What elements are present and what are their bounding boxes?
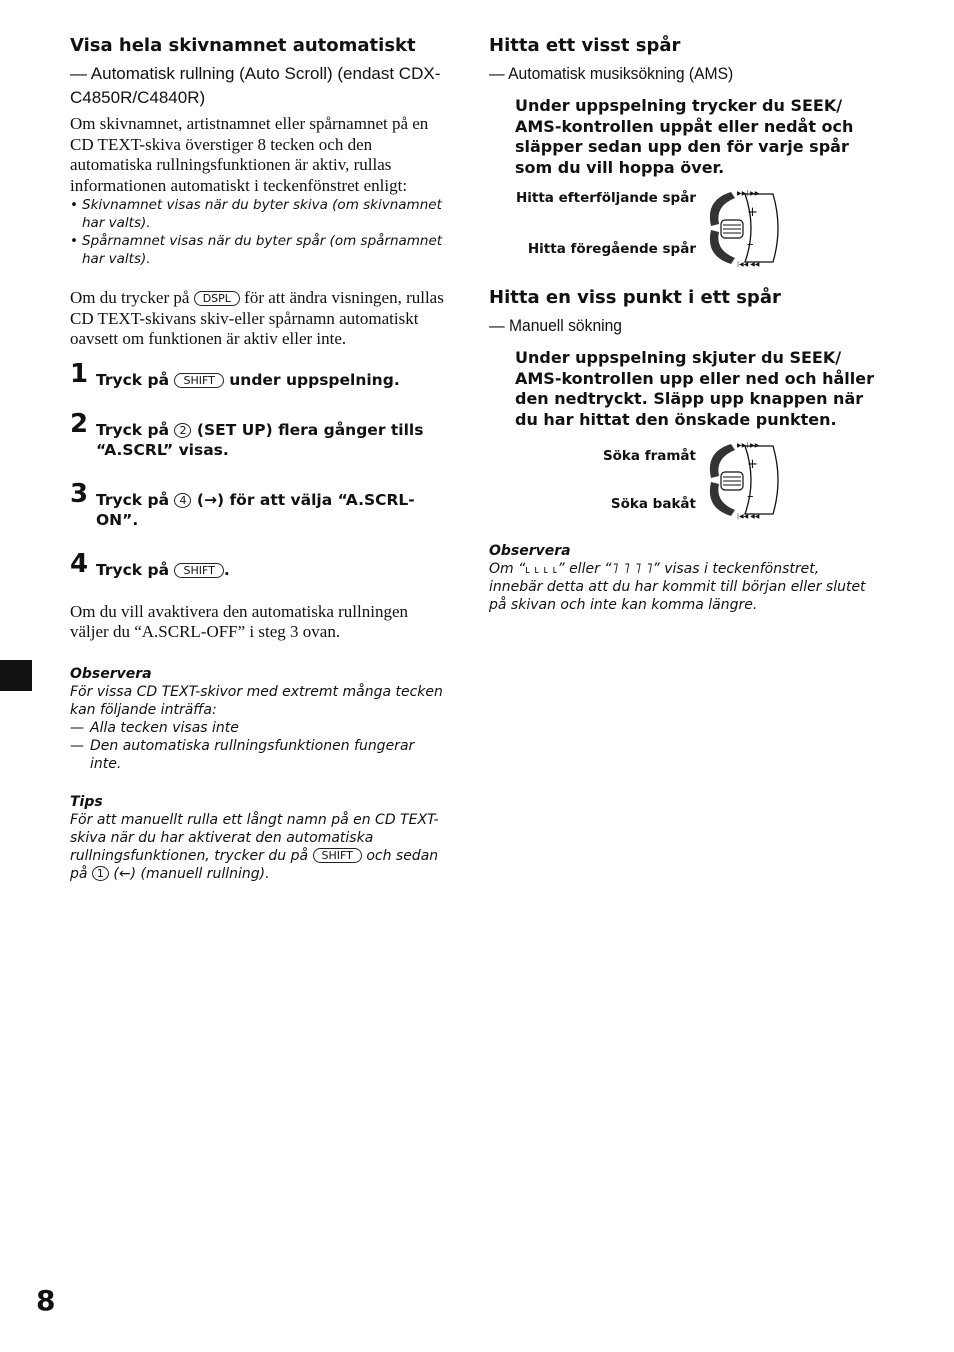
note-text: För vissa CD TEXT-skivor med extremt många tecken kan följande inträffa:: [70, 683, 443, 718]
auto-scroll-subheading: — Automatisk rullning (Auto Scroll) (endast CDX-C4850R/C4840R): [70, 64, 441, 107]
tips-heading: Tips: [70, 793, 103, 810]
plus-icon: +: [747, 205, 758, 220]
step-3: 3 Tryck på 4 (→) för att välja “A.SCRL-ON”.: [70, 478, 415, 529]
left-column: [70, 34, 450, 883]
plus-icon: +: [747, 457, 758, 472]
shift-key: SHIFT: [174, 373, 223, 388]
seek-control-icon: [701, 440, 786, 520]
note-heading: Observera: [70, 665, 152, 682]
step-4: 4 Tryck på SHIFT .: [70, 548, 230, 579]
tips-block: [70, 793, 450, 883]
next-track-label: Hitta efterföljande spår: [515, 190, 696, 206]
fast-forward-icon: ▶▶| ▶▶: [737, 190, 760, 197]
note-heading: Observera: [489, 543, 571, 559]
manual-search-figure: [489, 444, 874, 520]
dspl-paragraph: Om du trycker på DSPL för att ändra visningen, rullas CD TEXT-skivans skiv-eller spårnamn automatiskt oavsett om funktionen är aktiv eller inte.: [70, 288, 444, 348]
page-number: 8: [36, 1284, 56, 1317]
ams-heading: Hitta ett visst spår: [489, 35, 681, 56]
list-item: • Spårnamnet visas när du byter spår (om spårnamnet har valts).: [70, 232, 450, 268]
key-4: 4: [174, 493, 191, 508]
shift-key: SHIFT: [174, 563, 223, 578]
rewind-icon: |◀◀ ◀◀: [737, 261, 760, 268]
rewind-icon: |◀◀ ◀◀: [737, 513, 760, 520]
ams-subheading: — Automatisk musiksökning (AMS): [489, 64, 734, 83]
minus-icon: –: [747, 489, 754, 504]
ams-figure: [489, 188, 874, 270]
step-1: 1 Tryck på SHIFT under uppspelning.: [70, 358, 400, 389]
tips-text: För att manuellt rulla ett långt namn på en CD TEXT-skiva när du har aktiverat den automatiska rullningsfunktionen, trycker du på SHIFT och sedan på 1 (←) (manuell rullning).: [70, 811, 439, 882]
list-item: — Alla tecken visas inte: [70, 719, 239, 736]
section-tab-marker: [0, 660, 32, 691]
note-text: Om “˪ ˪ ˪ ˪” eller “˥ ˥ ˥ ˥” visas i teckenfönstret, innebär detta att du har kommit till början eller slutet på skivan och inte kan komma längre.: [489, 561, 866, 613]
right-column: [489, 34, 874, 614]
minus-icon: –: [747, 237, 754, 252]
shift-key: SHIFT: [313, 848, 362, 863]
manual-search-instruction: Under uppspelning skjuter du SEEK/ AMS-kontrollen upp eller ned och håller den nedtryckt. Släpp upp knappen när du har hittat den önskade punkten.: [515, 348, 874, 429]
right-note: [489, 542, 874, 614]
manual-search-heading: Hitta en viss punkt i ett spår: [489, 287, 781, 308]
manual-search-subheading: — Manuell sökning: [489, 316, 623, 335]
list-item: — Den automatiska rullningsfunktionen fungerar inte.: [70, 737, 415, 772]
deactivate-paragraph: Om du vill avaktivera den automatiska rullningen väljer du “A.SCRL-OFF” i steg 3 ovan.: [70, 601, 409, 641]
left-note: [70, 665, 450, 773]
seek-control-icon: [701, 188, 786, 268]
key-1: 1: [92, 866, 109, 881]
ams-instruction: Under uppspelning trycker du SEEK/ AMS-kontrollen uppåt eller nedåt och släpper sedan upp den för varje spår som du vill hoppa över.: [515, 96, 854, 177]
list-item: • Skivnamnet visas när du byter skiva (om skivnamnet har valts).: [70, 196, 450, 232]
search-backward-label: Söka bakåt: [610, 496, 696, 512]
auto-scroll-bullets: [70, 196, 450, 268]
auto-scroll-heading: Visa hela skivnamnet automatiskt: [70, 35, 416, 56]
dspl-key: DSPL: [194, 291, 240, 306]
fast-forward-icon: ▶▶| ▶▶: [737, 442, 760, 449]
search-forward-label: Söka framåt: [602, 448, 696, 464]
auto-scroll-intro: Om skivnamnet, artistnamnet eller spårnamnet på en CD TEXT-skiva överstiger 8 tecken och den automatiska rullningsfunktionen är aktiv, rullas informationen automatiskt i teckenfönstret enligt:: [70, 114, 429, 195]
steps-list: [70, 358, 450, 580]
prev-track-label: Hitta föregående spår: [527, 241, 696, 257]
step-2: 2 Tryck på 2 (SET UP) flera gånger tills “A.SCRL” visas.: [70, 408, 424, 459]
key-2: 2: [174, 423, 191, 438]
